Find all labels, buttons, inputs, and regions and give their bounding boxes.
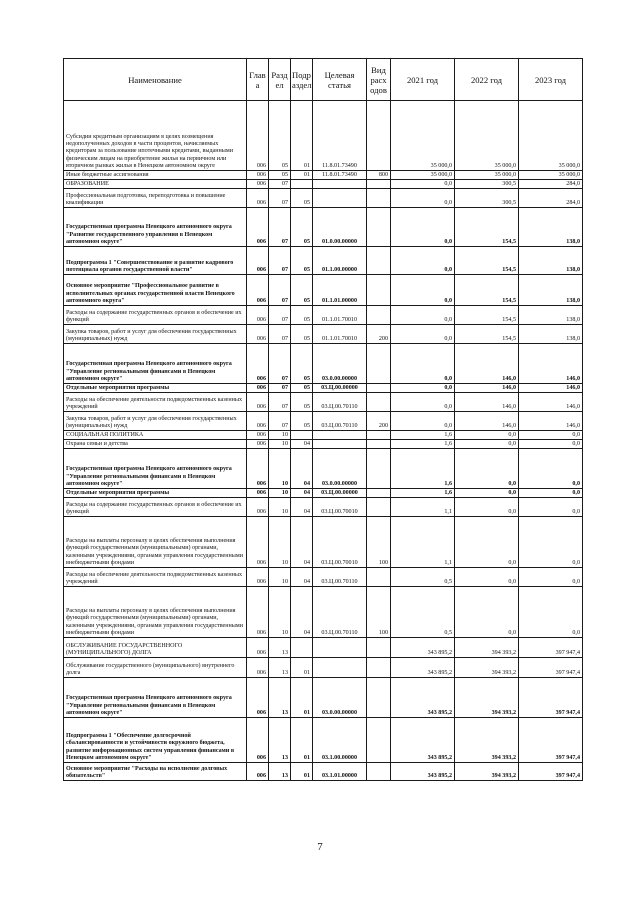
table-row [64, 101, 583, 171]
row-amount-2021: 343 895,2 [391, 678, 455, 718]
row-target-article: 03.0.00.00000 [313, 344, 367, 384]
table-row [64, 431, 583, 440]
row-podrazdel: 04 [291, 440, 313, 449]
row-target-article: 03.1.00.00000 [313, 718, 367, 763]
row-name: Расходы на обеспечение деятельности подведомственных казенных учреждений [64, 393, 247, 412]
row-amount-2023: 138,0 [519, 325, 583, 344]
row-amount-2021: 1,6 [391, 489, 455, 498]
row-razdel: 10 [269, 517, 291, 568]
table-row [64, 440, 583, 449]
row-amount-2022: 394 393,2 [455, 658, 519, 678]
row-amount-2021: 343 895,2 [391, 763, 455, 781]
row-amount-2021: 1,6 [391, 440, 455, 449]
row-razdel: 13 [269, 718, 291, 763]
row-podrazdel: 01 [291, 171, 313, 180]
row-name: Обслуживание государственного (муниципального) внутреннего долга [64, 658, 247, 678]
row-amount-2022: 0,0 [455, 431, 519, 440]
row-expense-type [367, 101, 391, 171]
row-razdel: 10 [269, 587, 291, 638]
row-amount-2021: 0,0 [391, 275, 455, 306]
row-name: Подпрограмма 1 "Обеспечение долгосрочной сбалансированности и устойчивости окружного бюджета, развитие информационных систем управления финансами в Ненецком автономном округе" [64, 718, 247, 763]
row-amount-2023: 0,0 [519, 440, 583, 449]
row-glava: 006 [247, 718, 269, 763]
page-number: 7 [317, 841, 323, 853]
row-target-article [313, 658, 367, 678]
row-expense-type [367, 306, 391, 325]
row-name: Расходы на выплаты персоналу в целях обеспечения выполнения функций государственными (муниципальными) органами, казенными учреждениями, органами управления государственными внебюджетными фондами [64, 517, 247, 568]
row-amount-2023: 0,0 [519, 449, 583, 489]
row-name: ОБСЛУЖИВАНИЕ ГОСУДАРСТВЕННОГО (МУНИЦИПАЛЬНОГО) ДОЛГА [64, 638, 247, 658]
row-glava: 006 [247, 101, 269, 171]
row-razdel: 10 [269, 568, 291, 587]
table-row [64, 638, 583, 658]
row-name: Подпрограмма 1 "Совершенствование и развитие кадрового потенциала органов государственной власти" [64, 247, 247, 275]
row-amount-2021: 0,0 [391, 247, 455, 275]
row-amount-2023: 397 947,4 [519, 678, 583, 718]
row-expense-type: 100 [367, 517, 391, 568]
row-amount-2022: 0,0 [455, 498, 519, 517]
row-amount-2022: 394 393,2 [455, 763, 519, 781]
row-amount-2021: 0,0 [391, 344, 455, 384]
table-row [64, 498, 583, 517]
row-amount-2022: 154,5 [455, 247, 519, 275]
row-amount-2021: 0,0 [391, 393, 455, 412]
table-row [64, 678, 583, 718]
row-glava: 006 [247, 325, 269, 344]
row-name: Основное мероприятие "Расходы на исполнение долговых обязательств" [64, 763, 247, 781]
row-expense-type [367, 208, 391, 247]
row-expense-type [367, 384, 391, 393]
row-name: Расходы на содержание государственных органов и обеспечение их функций [64, 306, 247, 325]
row-podrazdel: 05 [291, 189, 313, 208]
row-podrazdel [291, 180, 313, 189]
row-razdel: 13 [269, 678, 291, 718]
row-podrazdel: 01 [291, 658, 313, 678]
row-target-article: 11.8.01.73490 [313, 101, 367, 171]
row-razdel: 13 [269, 658, 291, 678]
row-podrazdel: 04 [291, 449, 313, 489]
row-amount-2022: 394 393,2 [455, 638, 519, 658]
row-glava: 006 [247, 489, 269, 498]
row-expense-type: 200 [367, 412, 391, 431]
row-amount-2023: 397 947,4 [519, 718, 583, 763]
row-target-article: 03.Ц.00.70110 [313, 568, 367, 587]
row-target-article: 03.Ц.00.70110 [313, 393, 367, 412]
row-glava: 006 [247, 763, 269, 781]
row-amount-2023: 284,0 [519, 180, 583, 189]
table-row [64, 384, 583, 393]
row-amount-2023: 138,0 [519, 306, 583, 325]
row-amount-2022: 0,0 [455, 517, 519, 568]
row-expense-type: 200 [367, 325, 391, 344]
row-podrazdel [291, 431, 313, 440]
row-amount-2021: 343 895,2 [391, 718, 455, 763]
row-amount-2021: 1,1 [391, 498, 455, 517]
row-target-article: 01.1.01.70010 [313, 306, 367, 325]
row-amount-2022: 146,0 [455, 384, 519, 393]
row-glava: 006 [247, 189, 269, 208]
row-amount-2023: 0,0 [519, 568, 583, 587]
row-podrazdel: 01 [291, 763, 313, 781]
row-amount-2022: 154,5 [455, 208, 519, 247]
row-amount-2021: 0,0 [391, 208, 455, 247]
row-expense-type [367, 638, 391, 658]
row-target-article: 03.Ц.00.70010 [313, 498, 367, 517]
row-name: Отдельные мероприятия программы [64, 384, 247, 393]
row-podrazdel: 04 [291, 517, 313, 568]
row-podrazdel: 05 [291, 208, 313, 247]
row-target-article [313, 638, 367, 658]
row-amount-2023: 146,0 [519, 412, 583, 431]
row-podrazdel: 05 [291, 344, 313, 384]
row-expense-type [367, 180, 391, 189]
row-razdel: 07 [269, 393, 291, 412]
row-amount-2022: 146,0 [455, 412, 519, 431]
row-amount-2022: 300,5 [455, 189, 519, 208]
row-glava: 006 [247, 393, 269, 412]
row-amount-2023: 138,0 [519, 275, 583, 306]
row-razdel: 07 [269, 275, 291, 306]
row-name: Иные бюджетные ассигнования [64, 171, 247, 180]
row-amount-2021: 0,5 [391, 568, 455, 587]
row-podrazdel: 04 [291, 489, 313, 498]
row-target-article: 11.8.01.73490 [313, 171, 367, 180]
row-name: Государственная программа Ненецкого автономного округа "Управление региональными финансами в Ненецком автономном округе" [64, 678, 247, 718]
header-year-2021: 2021 год [391, 59, 455, 101]
row-razdel: 13 [269, 763, 291, 781]
row-razdel: 10 [269, 449, 291, 489]
row-amount-2023: 284,0 [519, 189, 583, 208]
row-amount-2023: 35 000,0 [519, 101, 583, 171]
row-glava: 006 [247, 431, 269, 440]
row-podrazdel: 05 [291, 306, 313, 325]
header-year-2022: 2022 год [455, 59, 519, 101]
row-expense-type [367, 658, 391, 678]
row-amount-2022: 154,5 [455, 275, 519, 306]
row-name: Субсидии кредитным организациям в целях возмещения недополученных доходов в части процентов, начисляемых кредиторам за пользование ипотечными кредитами, выданными физическим лицам на приобретение жилья на первичном или вторичном рынках жилья в Ненецком автономном округе [64, 101, 247, 171]
row-razdel: 07 [269, 412, 291, 431]
row-name: Расходы на выплаты персоналу в целях обеспечения выполнения функций государственными (муниципальными) органами, казенными учреждениями, органами управления государственными внебюджетными фондами [64, 587, 247, 638]
row-razdel: 07 [269, 384, 291, 393]
row-expense-type [367, 489, 391, 498]
row-expense-type: 800 [367, 171, 391, 180]
table-header [64, 59, 583, 101]
row-name: Охрана семьи и детства [64, 440, 247, 449]
header-expense-type: Вид расх одов [367, 59, 391, 101]
row-amount-2022: 300,5 [455, 180, 519, 189]
row-podrazdel: 01 [291, 718, 313, 763]
header-target-article: Целевая статья [313, 59, 367, 101]
row-name: Государственная программа Ненецкого автономного округа "Управление региональными финансами в Ненецком автономном округе" [64, 449, 247, 489]
budget-table [63, 58, 583, 781]
row-amount-2022: 146,0 [455, 344, 519, 384]
table-row [64, 180, 583, 189]
row-expense-type [367, 393, 391, 412]
row-razdel: 07 [269, 344, 291, 384]
row-amount-2021: 35 000,0 [391, 171, 455, 180]
row-amount-2023: 0,0 [519, 587, 583, 638]
row-name: ОБРАЗОВАНИЕ [64, 180, 247, 189]
row-expense-type [367, 568, 391, 587]
row-name: Закупка товаров, работ и услуг для обеспечения государственных (муниципальных) нужд [64, 325, 247, 344]
row-amount-2022: 394 393,2 [455, 678, 519, 718]
row-podrazdel: 05 [291, 275, 313, 306]
row-podrazdel: 04 [291, 498, 313, 517]
table-row [64, 587, 583, 638]
row-name: СОЦИАЛЬНАЯ ПОЛИТИКА [64, 431, 247, 440]
row-razdel: 07 [269, 208, 291, 247]
row-amount-2023: 146,0 [519, 384, 583, 393]
row-razdel: 07 [269, 247, 291, 275]
row-target-article: 03.Ц.00.00000 [313, 384, 367, 393]
row-expense-type [367, 498, 391, 517]
row-amount-2023: 146,0 [519, 344, 583, 384]
row-amount-2023: 397 947,4 [519, 638, 583, 658]
row-amount-2022: 35 000,0 [455, 101, 519, 171]
row-razdel: 07 [269, 325, 291, 344]
row-amount-2022: 0,0 [455, 489, 519, 498]
row-name: Основное мероприятие "Профессиональное развитие в исполнительных органах государственной власти Ненецкого автономного округа" [64, 275, 247, 306]
row-glava: 006 [247, 180, 269, 189]
row-target-article: 03.1.01.00000 [313, 763, 367, 781]
row-amount-2022: 394 393,2 [455, 718, 519, 763]
row-podrazdel: 04 [291, 568, 313, 587]
row-name: Отдельные мероприятия программы [64, 489, 247, 498]
row-target-article: 03.Ц.00.70010 [313, 517, 367, 568]
row-podrazdel: 05 [291, 393, 313, 412]
row-target-article: 01.1.01.00000 [313, 275, 367, 306]
row-amount-2023: 397 947,4 [519, 763, 583, 781]
row-amount-2021: 1,6 [391, 431, 455, 440]
row-amount-2021: 343 895,2 [391, 658, 455, 678]
header-year-2023: 2023 год [519, 59, 583, 101]
table-row [64, 658, 583, 678]
row-amount-2021: 0,0 [391, 384, 455, 393]
row-glava: 006 [247, 208, 269, 247]
row-glava: 006 [247, 498, 269, 517]
row-amount-2023: 138,0 [519, 247, 583, 275]
row-glava: 006 [247, 587, 269, 638]
row-amount-2023: 0,0 [519, 489, 583, 498]
row-target-article: 01.1.01.70010 [313, 325, 367, 344]
row-glava: 006 [247, 440, 269, 449]
row-glava: 006 [247, 638, 269, 658]
row-expense-type [367, 440, 391, 449]
row-name: Расходы на обеспечение деятельности подведомственных казенных учреждений [64, 568, 247, 587]
row-amount-2021: 1,6 [391, 449, 455, 489]
row-razdel: 10 [269, 440, 291, 449]
table-row [64, 325, 583, 344]
row-expense-type [367, 189, 391, 208]
row-target-article: 03.0.00.00000 [313, 678, 367, 718]
row-amount-2021: 343 895,2 [391, 638, 455, 658]
row-amount-2021: 35 000,0 [391, 101, 455, 171]
table-row [64, 344, 583, 384]
row-podrazdel: 05 [291, 412, 313, 431]
table-row [64, 393, 583, 412]
row-glava: 006 [247, 384, 269, 393]
table-row [64, 489, 583, 498]
row-amount-2023: 0,0 [519, 431, 583, 440]
row-target-article [313, 189, 367, 208]
row-podrazdel: 01 [291, 101, 313, 171]
row-target-article: 01.0.00.00000 [313, 208, 367, 247]
row-name: Государственная программа Ненецкого автономного округа "Развитие государственного управления в Ненецком автономном округе" [64, 208, 247, 247]
row-expense-type [367, 275, 391, 306]
row-razdel: 07 [269, 189, 291, 208]
row-name: Профессиональная подготовка, переподготовка и повышение квалификации [64, 189, 247, 208]
row-amount-2022: 0,0 [455, 587, 519, 638]
header-podrazdel: Подр аздел [291, 59, 313, 101]
row-expense-type [367, 763, 391, 781]
row-amount-2022: 146,0 [455, 393, 519, 412]
row-amount-2021: 0,0 [391, 306, 455, 325]
row-podrazdel: 01 [291, 678, 313, 718]
header-razdel: Разд ел [269, 59, 291, 101]
row-amount-2021: 1,1 [391, 517, 455, 568]
row-amount-2021: 0,0 [391, 412, 455, 431]
table-row [64, 171, 583, 180]
table-row [64, 247, 583, 275]
row-glava: 006 [247, 678, 269, 718]
row-amount-2022: 0,0 [455, 440, 519, 449]
table-row [64, 718, 583, 763]
row-expense-type: 100 [367, 587, 391, 638]
row-target-article [313, 431, 367, 440]
row-amount-2023: 146,0 [519, 393, 583, 412]
row-expense-type [367, 449, 391, 489]
table-row [64, 763, 583, 781]
row-podrazdel: 05 [291, 247, 313, 275]
table-row [64, 189, 583, 208]
row-razdel: 05 [269, 101, 291, 171]
row-amount-2022: 154,5 [455, 325, 519, 344]
row-podrazdel: 05 [291, 325, 313, 344]
row-expense-type [367, 718, 391, 763]
header-name: Наименование [64, 59, 247, 101]
row-expense-type [367, 678, 391, 718]
row-amount-2021: 0,0 [391, 325, 455, 344]
row-expense-type [367, 431, 391, 440]
table-row [64, 275, 583, 306]
table-body [64, 101, 583, 781]
row-amount-2023: 0,0 [519, 517, 583, 568]
row-glava: 006 [247, 344, 269, 384]
table-row [64, 449, 583, 489]
row-target-article: 03.Ц.00.70110 [313, 587, 367, 638]
row-amount-2022: 154,5 [455, 306, 519, 325]
row-podrazdel: 04 [291, 587, 313, 638]
row-target-article [313, 440, 367, 449]
row-razdel: 10 [269, 431, 291, 440]
row-target-article: 03.Ц.00.70110 [313, 412, 367, 431]
row-razdel: 13 [269, 638, 291, 658]
header-glava: Глав а [247, 59, 269, 101]
row-amount-2023: 35 000,0 [519, 171, 583, 180]
row-glava: 006 [247, 517, 269, 568]
row-amount-2022: 35 000,0 [455, 171, 519, 180]
row-name: Государственная программа Ненецкого автономного округа "Управление региональными финансами в Ненецком автономном округе" [64, 344, 247, 384]
table-row [64, 517, 583, 568]
row-target-article: 01.1.00.00000 [313, 247, 367, 275]
row-podrazdel [291, 638, 313, 658]
row-glava: 006 [247, 658, 269, 678]
row-glava: 006 [247, 449, 269, 489]
row-target-article [313, 180, 367, 189]
row-glava: 006 [247, 568, 269, 587]
table-row [64, 306, 583, 325]
table-row [64, 568, 583, 587]
row-glava: 006 [247, 412, 269, 431]
row-razdel: 05 [269, 171, 291, 180]
table-row [64, 208, 583, 247]
row-name: Расходы на содержание государственных органов и обеспечение их функций [64, 498, 247, 517]
row-amount-2023: 397 947,4 [519, 658, 583, 678]
row-razdel: 07 [269, 306, 291, 325]
row-glava: 006 [247, 171, 269, 180]
row-amount-2022: 0,0 [455, 449, 519, 489]
row-glava: 006 [247, 247, 269, 275]
row-amount-2022: 0,0 [455, 568, 519, 587]
row-target-article: 03.0.00.00000 [313, 449, 367, 489]
row-amount-2021: 0,5 [391, 587, 455, 638]
row-razdel: 07 [269, 180, 291, 189]
row-amount-2023: 138,0 [519, 208, 583, 247]
row-razdel: 10 [269, 489, 291, 498]
row-razdel: 10 [269, 498, 291, 517]
row-amount-2023: 0,0 [519, 498, 583, 517]
row-glava: 006 [247, 275, 269, 306]
row-target-article: 03.Ц.00.00000 [313, 489, 367, 498]
row-amount-2021: 0,0 [391, 180, 455, 189]
row-glava: 006 [247, 306, 269, 325]
table-row [64, 412, 583, 431]
row-name: Закупка товаров, работ и услуг для обеспечения государственных (муниципальных) нужд [64, 412, 247, 431]
row-expense-type [367, 344, 391, 384]
row-podrazdel: 05 [291, 384, 313, 393]
row-amount-2021: 0,0 [391, 189, 455, 208]
row-expense-type [367, 247, 391, 275]
